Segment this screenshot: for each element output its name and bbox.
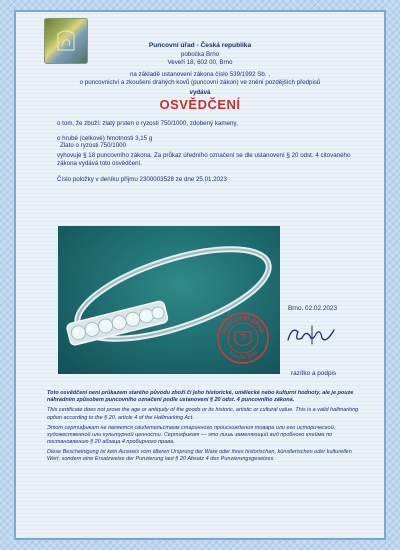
legal-basis-line2: o puncovnictví a zkoušení drahých kovů (puncovní zákon) ve znění pozdějších předpisů — [79, 79, 321, 86]
stamp-signature-caption: razítko a podpis — [291, 370, 337, 377]
certificate-title: OSVĚDČENÍ — [159, 97, 241, 112]
compliance-statement: vyhovuje § 18 puncovního zákona. Za průkaz úředního označení se dle ustanovení § 20 odst. 4 citovaného zákona vydává toto osvědčení. — [57, 152, 351, 168]
registry-number: Číslo položky v deníku příjmu 2300003528 ze dne 25.01.2023 — [57, 176, 227, 183]
official-stamp — [216, 311, 270, 365]
stamp-bottom-text: pobočka Brno — [227, 349, 259, 362]
issuer-name: Puncovní úřad - Česká republika — [148, 42, 252, 49]
svg-text:pobočka Brno — [227, 350, 258, 361]
place-and-date: Brno, 02.02.2023 — [288, 305, 338, 312]
issues-label: vydává — [189, 89, 211, 96]
stamp-top-text: PUNCOVNÍ ÚŘAD — [221, 315, 265, 335]
disclaimer-english: This certificate does not prove the age or antiquity of the goods or its historic, artistic or cultural value. This is a valid hallmarking option according to the § 20, article 4 of the Hallmarking Act. — [47, 407, 359, 421]
handwritten-signature — [282, 320, 342, 350]
issuer-address: Veveří 18, 602 00, Brno — [167, 59, 233, 66]
disclaimer-czech: Toto osvědčení není průkazem starého původu zboží či jeho historické, umělecké nebo kulturní hodnoty, ale je pouze náhradním způsobem puncovního označení podle ustanovení § 20 odst. 4 puncovního zákona. — [47, 390, 354, 404]
alloy-fineness: Zlato o ryzosti 750/1000 — [60, 142, 127, 149]
item-description: o tom, že zboží: zlatý prsten o ryzosti 750/1000, zdobený kameny, — [57, 120, 238, 127]
legal-basis-line1: na základě ustanovení zákona číslo 539/1992 Sb. , — [129, 71, 270, 78]
disclaimer-german: Diese Bescheinigung ist kein Ausweis vom älteren Ursprung der Ware oder ihres historischen, künstlerischen oder kulturellen Wert, sondern eine Ersatzweise der Punzierung laut § 20 Absatz 4 des Punzierungsgesetzes. — [47, 449, 352, 463]
disclaimer-russian: Этот сертификат не является свидетельством старинного происхождения товара или его исторической, художественной или культурной ценности. Сертификат — это лишь заменяющий вид пробного клейма по постановлению § 20 абзаца 4 пробирного права. — [47, 424, 336, 446]
issuer-branch: pobočka Brno — [180, 51, 220, 58]
disclaimer-block — [47, 390, 359, 466]
gross-weight: o hrubé (celkové) hmotnosti 3,15 g — [57, 135, 153, 142]
